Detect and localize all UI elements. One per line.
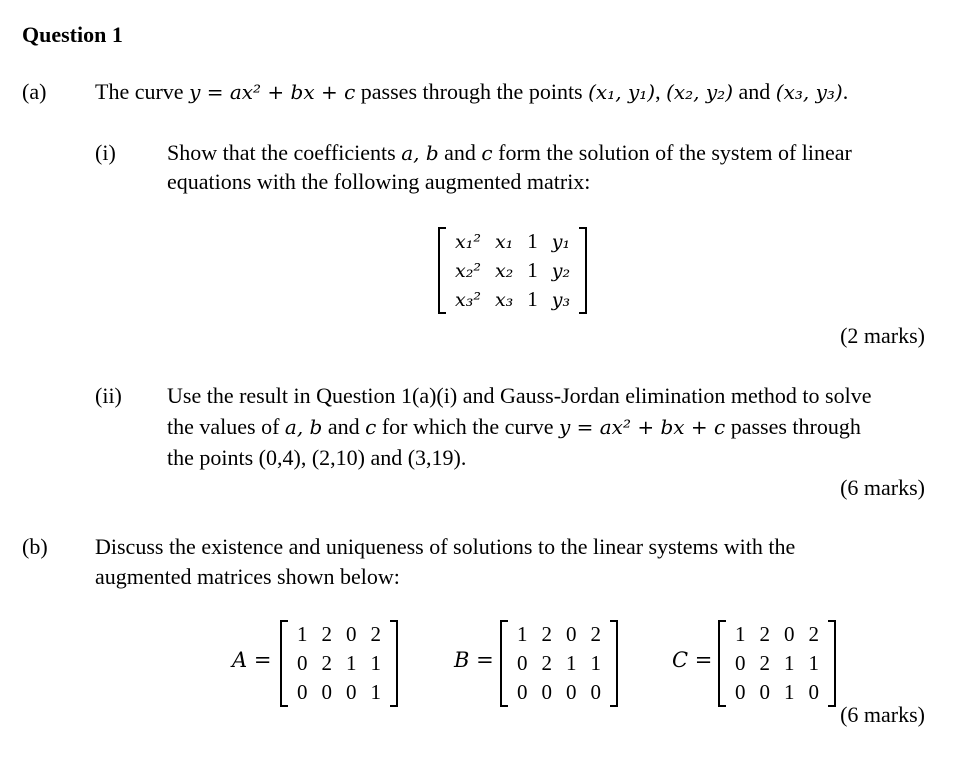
matrix-cell: y₁ — [551, 230, 571, 253]
ii-var-c: c — [365, 415, 377, 439]
ii-vars: a, b — [284, 415, 323, 439]
bracket-left — [438, 227, 446, 314]
bracket-right — [579, 227, 587, 314]
bracket-right — [828, 620, 836, 707]
matrix-cell: 0 — [566, 622, 577, 646]
matrix-cell: 0 — [541, 680, 552, 704]
matrix-cell: 0 — [759, 680, 770, 704]
intro-prefix: The curve — [95, 79, 190, 104]
point-1: (x₁, y₁) — [588, 80, 656, 104]
part-b-label: (b) — [22, 534, 48, 559]
ii-equation: y = ax² + bx + c — [558, 415, 726, 439]
augmented-matrix-i — [438, 227, 587, 314]
matrix-row — [290, 649, 388, 678]
matrix-row — [728, 649, 826, 678]
bracket-right — [390, 620, 398, 707]
matrix-row — [728, 620, 826, 649]
marks-b: (6 marks) — [840, 702, 925, 727]
i-var-c: c — [481, 141, 493, 165]
point-3: (x₃, y₃) — [775, 80, 843, 104]
matrix-row — [448, 256, 577, 285]
separator: , — [655, 79, 667, 104]
matrix-cell: 2 — [759, 651, 770, 675]
matrix-cell: 2 — [808, 622, 819, 646]
i-text-pre: Show that the coefficients — [167, 140, 402, 165]
matrix-cell: x₂ — [494, 259, 514, 282]
matrix-row — [290, 678, 388, 707]
marks-a-ii: (6 marks) — [840, 475, 925, 500]
matrix-cell: 0 — [346, 680, 357, 704]
matrix-a — [280, 620, 398, 707]
matrix-body — [510, 620, 608, 707]
matrix-cell: 1 — [527, 287, 538, 311]
matrix-cell: 2 — [370, 622, 381, 646]
matrix-body — [728, 620, 826, 707]
bracket-left — [500, 620, 508, 707]
matrix-cell: 0 — [346, 622, 357, 646]
ii-text-post: passes through — [725, 414, 861, 439]
matrix-cell: 2 — [759, 622, 770, 646]
point-2: (x₂, y₂) — [666, 80, 733, 104]
bracket-left — [280, 620, 288, 707]
period: . — [842, 79, 849, 104]
part-a-i-line2: equations with the following augmented matrix: — [167, 169, 591, 194]
matrix-cell: 2 — [541, 622, 552, 646]
intro-suffix: passes through the points — [355, 79, 589, 104]
matrix-row — [510, 649, 608, 678]
matrix-cell: 1 — [784, 680, 795, 704]
matrix-cell: 1 — [527, 258, 538, 282]
matrix-cell: y₃ — [551, 288, 571, 311]
matrix-cell: x₃ — [494, 288, 514, 311]
bracket-left — [718, 620, 726, 707]
question-title: Question 1 — [22, 22, 123, 47]
matrix-row — [448, 227, 577, 256]
matrix-body — [448, 227, 577, 314]
matrix-b — [500, 620, 618, 707]
matrix-cell: x₃² — [455, 288, 481, 311]
part-a-ii-line2 — [167, 413, 861, 441]
part-a-i-label: (i) — [95, 140, 116, 165]
part-a-ii-label: (ii) — [95, 383, 122, 408]
matrix-row — [728, 678, 826, 707]
matrix-cell: 0 — [517, 680, 528, 704]
matrix-b-label: B = — [454, 648, 494, 672]
matrix-c — [718, 620, 836, 707]
matrix-cell: 1 — [735, 622, 746, 646]
part-a-intro — [95, 78, 848, 106]
matrix-row — [510, 678, 608, 707]
part-a-label: (a) — [22, 79, 47, 104]
i-and: and — [438, 140, 482, 165]
i-vars: a, b — [401, 141, 439, 165]
matrix-cell: 0 — [517, 651, 528, 675]
matrix-cell: 0 — [808, 680, 819, 704]
matrix-cell: 0 — [735, 651, 746, 675]
matrix-cell: 0 — [566, 680, 577, 704]
matrix-cell: 0 — [297, 680, 308, 704]
matrix-cell: 1 — [297, 622, 308, 646]
matrix-cell: 1 — [370, 651, 381, 675]
matrix-cell: 2 — [321, 651, 332, 675]
matrix-cell: 1 — [808, 651, 819, 675]
matrix-cell: 1 — [370, 680, 381, 704]
marks-a-i: (2 marks) — [840, 323, 925, 348]
matrix-cell: x₁² — [455, 230, 481, 253]
matrix-c-label: C = — [672, 648, 713, 672]
matrix-cell: 0 — [297, 651, 308, 675]
ii-and: and — [322, 414, 366, 439]
bracket-right — [610, 620, 618, 707]
matrix-cell: 2 — [541, 651, 552, 675]
i-text-post: form the solution of the system of linear — [492, 140, 852, 165]
matrix-cell: y₂ — [551, 259, 571, 282]
matrix-a-label: A = — [232, 648, 272, 672]
matrix-cell: 0 — [735, 680, 746, 704]
matrix-cell: 0 — [321, 680, 332, 704]
part-a-i-line1 — [167, 139, 852, 167]
matrix-cell: x₁ — [494, 230, 514, 253]
matrix-body — [290, 620, 388, 707]
matrix-cell: 0 — [784, 622, 795, 646]
matrix-row — [510, 620, 608, 649]
ii-text-mid: for which the curve — [376, 414, 559, 439]
matrix-cell: x₂² — [455, 259, 481, 282]
matrix-cell: 2 — [321, 622, 332, 646]
matrix-cell: 1 — [566, 651, 577, 675]
and-word: and — [733, 79, 776, 104]
matrix-cell: 1 — [527, 229, 538, 253]
matrix-cell: 2 — [590, 622, 601, 646]
part-a-ii-line1: Use the result in Question 1(a)(i) and Gauss-Jordan elimination method to solve — [167, 383, 872, 408]
part-b-line2: augmented matrices shown below: — [95, 564, 400, 589]
matrix-row — [448, 285, 577, 314]
part-b-line1: Discuss the existence and uniqueness of solutions to the linear systems with the — [95, 534, 796, 559]
curve-equation: y = ax² + bx + c — [189, 80, 356, 104]
matrix-cell: 1 — [346, 651, 357, 675]
matrix-cell: 1 — [784, 651, 795, 675]
matrix-cell: 1 — [517, 622, 528, 646]
matrix-row — [290, 620, 388, 649]
matrix-cell: 1 — [590, 651, 601, 675]
ii-text-pre: the values of — [167, 414, 285, 439]
part-a-ii-line3: the points (0,4), (2,10) and (3,19). — [167, 445, 467, 470]
matrix-cell: 0 — [590, 680, 601, 704]
